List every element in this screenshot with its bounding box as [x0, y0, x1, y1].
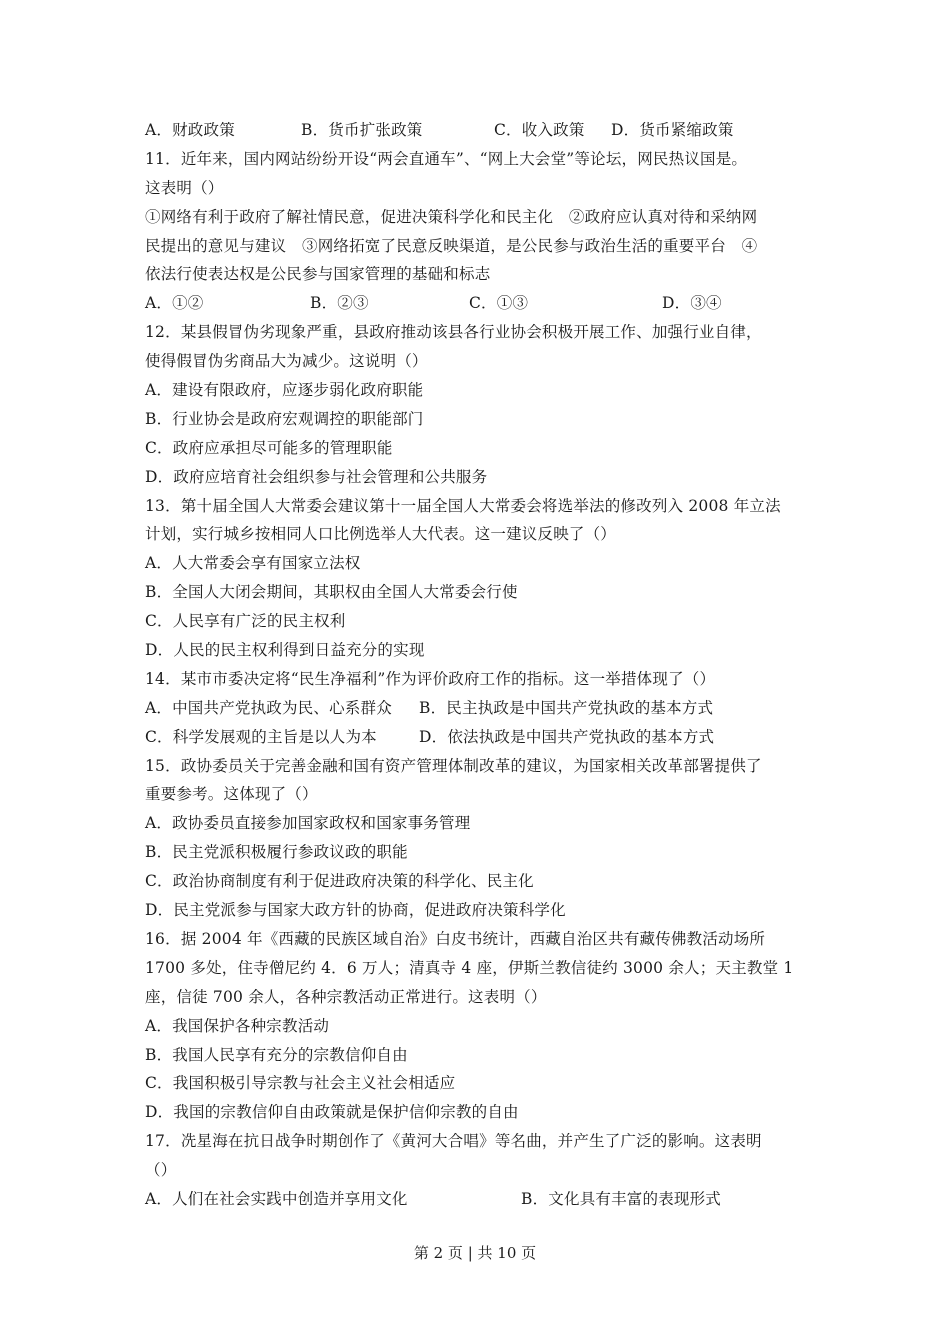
q15-option-c: C．政治协商制度有利于促进政府决策的科学化、民主化 — [145, 872, 534, 891]
q11-options — [145, 289, 815, 318]
q10-options — [145, 116, 815, 145]
q11-option-b: B．②③ — [310, 294, 369, 313]
q15-option-d: D．民主党派参与国家大政方针的协商，促进政府决策科学化 — [145, 901, 566, 920]
q17-stem-line-1: 17．冼星海在抗日战争时期创作了《黄河大合唱》等名曲，并产生了广泛的影响。这表明 — [145, 1132, 762, 1151]
q12-stem-line-2: 使得假冒伪劣商品大为减少。这说明（） — [145, 352, 428, 371]
q16-option-d: D．我国的宗教信仰自由政策就是保护信仰宗教的自由 — [145, 1103, 519, 1122]
q17-stem-line-2: （） — [145, 1161, 177, 1180]
q13-option-a: A．人大常委会享有国家立法权 — [145, 554, 361, 573]
q13-stem-line-2: 计划，实行城乡按相同人口比例选举人大代表。这一建议反映了（） — [145, 525, 617, 544]
q13-option-c: C．人民享有广泛的民主权利 — [145, 612, 346, 631]
q11-option-a: A．①② — [145, 294, 204, 313]
q14-option-d: D．依法执政是中国共产党执政的基本方式 — [419, 727, 715, 746]
q11-statement-line-3: 依法行使表达权是公民参与国家管理的基础和标志 — [145, 265, 491, 284]
q11-stem-line-1: 11．近年来，国内网站纷纷开设“两会直通车”、“网上大会堂”等论坛，网民热议国是。 — [145, 149, 748, 168]
q10-option-c: C．收入政策 — [494, 121, 585, 139]
q16-option-c: C．我国积极引导宗教与社会主义社会相适应 — [145, 1074, 456, 1093]
q14-stem-line-1: 14．某市市委决定将“民生净福利”作为评价政府工作的指标。这一举措体现了（） — [145, 669, 716, 688]
q13-stem-line-1: 13．第十届全国人大常委会建议第十一届全国人大常委会将选举法的修改列入 2008 年立法 — [145, 496, 781, 515]
q13-option-b: B．全国人大闭会期间，其职权由全国人大常委会行使 — [145, 583, 518, 602]
q14-option-c: C．科学发展观的主旨是以人为本 — [145, 727, 377, 746]
q15-option-b: B．民主党派积极履行参政议政的职能 — [145, 843, 408, 862]
q12-option-a: A．建设有限政府，应逐步弱化政府职能 — [145, 381, 424, 400]
q14-option-b: B．民主执政是中国共产党执政的基本方式 — [419, 698, 714, 717]
q17-option-a: A．人们在社会实践中创造并享用文化 — [145, 1189, 408, 1208]
q12-option-c: C．政府应承担尽可能多的管理职能 — [145, 438, 393, 457]
q16-stem-line-3: 座，信徒 700 余人，各种宗教活动正常进行。这表明（） — [145, 987, 547, 1006]
q15-stem-line-1: 15．政协委员关于完善金融和国有资产管理体制改革的建议，为国家相关改革部署提供了 — [145, 756, 762, 775]
q16-option-b: B．我国人民享有充分的宗教信仰自由 — [145, 1045, 408, 1064]
q16-option-a: A．我国保护各种宗教活动 — [145, 1016, 330, 1035]
q11-option-d: D．③④ — [662, 294, 722, 313]
question-content — [145, 116, 815, 1214]
q10-option-a: A．财政政策 — [145, 121, 235, 139]
q17-options — [145, 1185, 815, 1214]
q15-stem-line-2: 重要参考。这体现了（） — [145, 785, 318, 804]
q12-option-d: D．政府应培育社会组织参与社会管理和公共服务 — [145, 467, 488, 486]
page-footer: 第 2 页 | 共 10 页 — [413, 1244, 537, 1262]
q10-option-d: D．货币紧缩政策 — [611, 121, 734, 139]
q16-stem-line-2: 1700 多处，住寺僧尼约 4．6 万人；清真寺 4 座，伊斯兰教信徒约 3000 余人；天主教堂 1 — [145, 958, 794, 977]
q16-stem-line-1: 16．据 2004 年《西藏的民族区域自治》白皮书统计，西藏自治区共有藏传佛教活动场所 — [145, 929, 766, 948]
q10-option-b: B．货币扩张政策 — [301, 121, 423, 139]
q11-option-c: C．①③ — [469, 294, 529, 313]
q17-option-b: B．文化具有丰富的表现形式 — [521, 1189, 721, 1208]
q15-option-a: A．政协委员直接参加国家政权和国家事务管理 — [145, 814, 471, 833]
q14-options-row-2 — [145, 723, 815, 752]
q11-stem-line-2: 这表明（） — [145, 178, 224, 197]
q12-stem-line-1: 12．某县假冒伪劣现象严重，县政府推动该县各行业协会积极开展工作、加强行业自律， — [145, 323, 762, 342]
q14-option-a: A．中国共产党执政为民、心系群众 — [145, 698, 392, 717]
q11-statement-line-2: 民提出的意见与建议 ③网络拓宽了民意反映渠道，是公民参与政治生活的重要平台 ④ — [145, 236, 758, 255]
q13-option-d: D．人民的民主权利得到日益充分的实现 — [145, 641, 425, 660]
q14-options-row-1 — [145, 694, 815, 723]
q11-statement-line-1: ①网络有利于政府了解社情民意，促进决策科学化和民主化 ②政府应认真对待和采纳网 — [145, 207, 758, 226]
q12-option-b: B．行业协会是政府宏观调控的职能部门 — [145, 409, 424, 428]
